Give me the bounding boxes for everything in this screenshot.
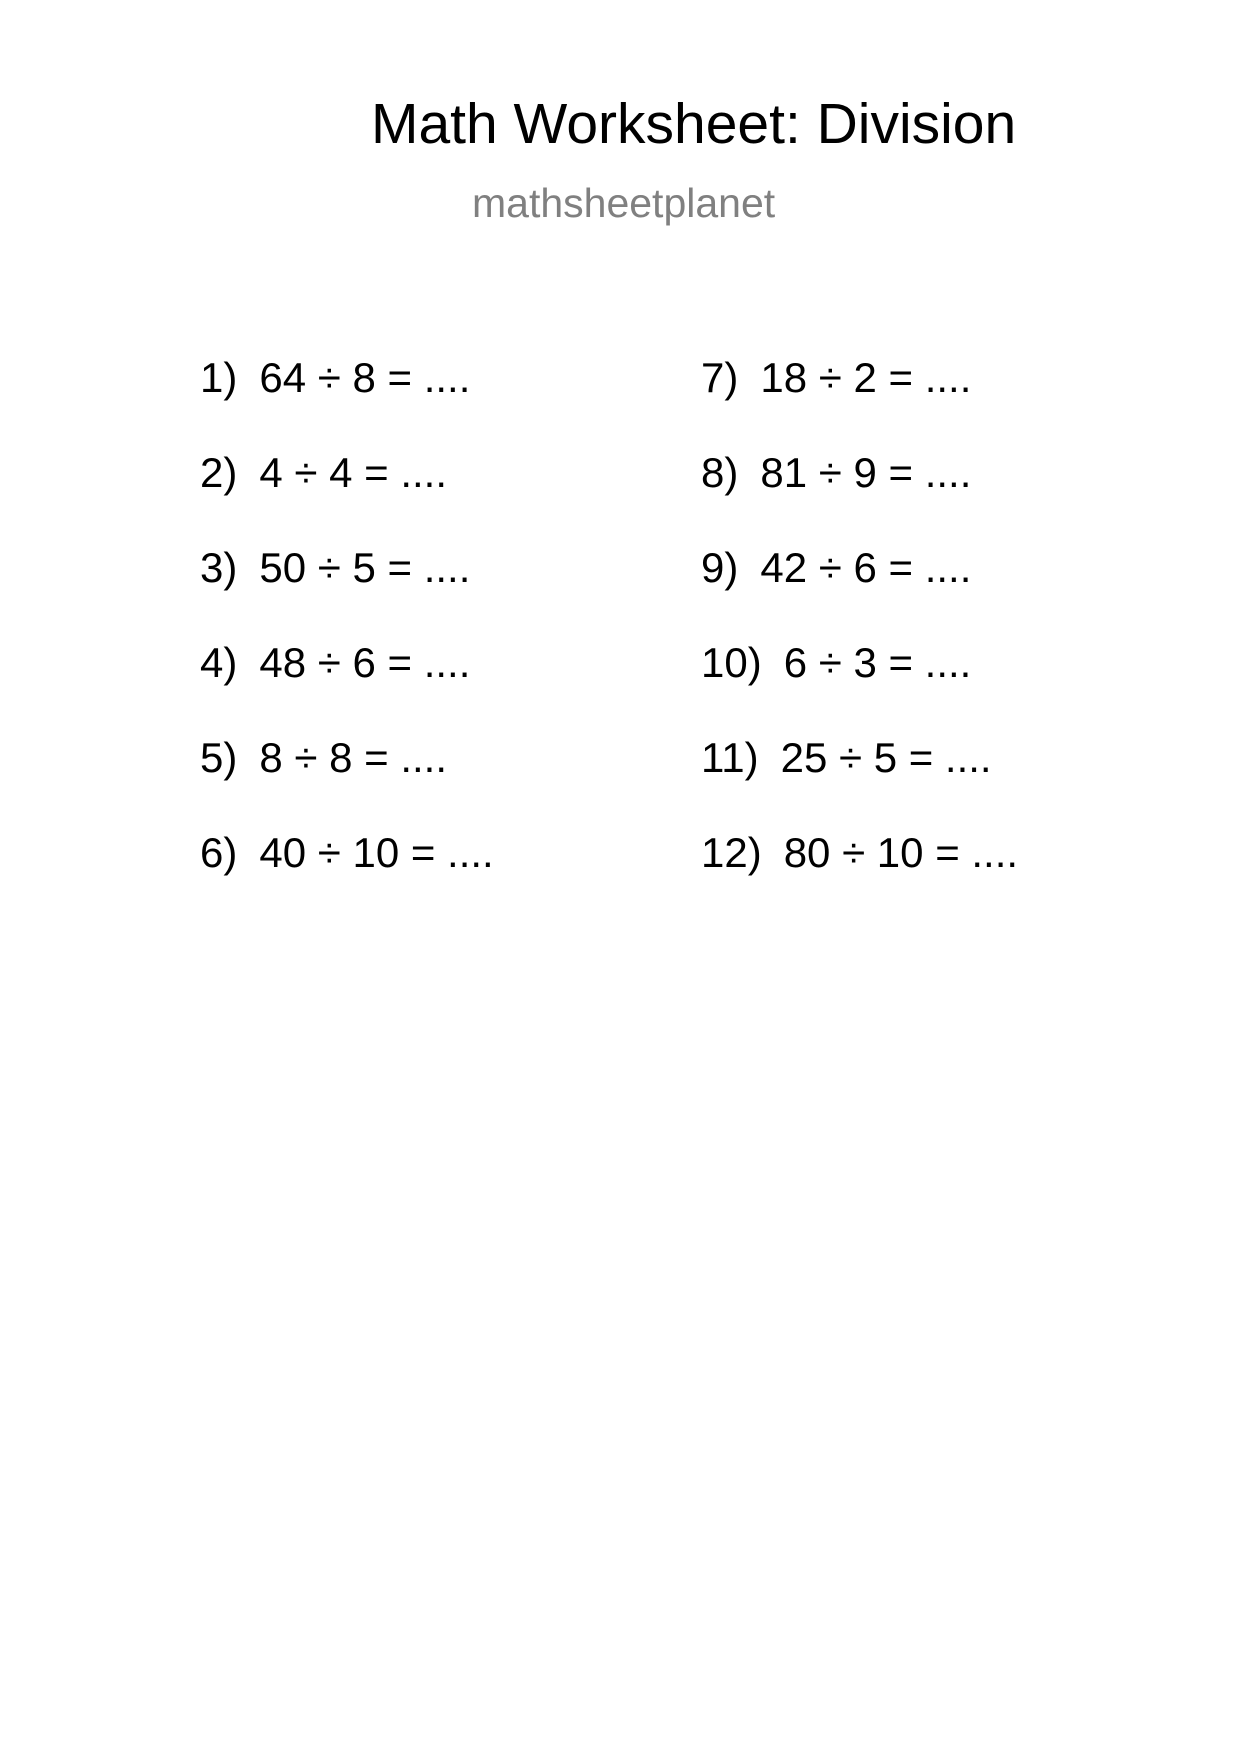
problem-expression: 18 ÷ 2 = .... [760,354,972,401]
problem-number: 12) [701,829,762,876]
problem-number: 7) [701,354,739,401]
problem-number: 3) [200,544,238,591]
problem-expression: 8 ÷ 8 = .... [259,734,448,781]
problem-item [701,828,1018,923]
problem-number: 4) [200,639,238,686]
problem-number: 1) [200,354,238,401]
problem-item [701,543,1018,638]
problem-number: 11) [701,734,759,781]
problem-item [200,353,494,448]
problem-expression: 25 ÷ 5 = .... [780,734,992,781]
problem-item [701,638,1018,733]
problem-item [200,638,494,733]
problem-item [200,543,494,638]
problem-item [701,353,1018,448]
worksheet-subtitle: mathsheetplanet [472,180,776,226]
problem-expression: 40 ÷ 10 = .... [259,829,494,876]
problem-number: 5) [200,734,238,781]
problem-expression: 42 ÷ 6 = .... [760,544,972,591]
problem-expression: 81 ÷ 9 = .... [760,449,972,496]
problem-item [200,448,494,543]
problem-number: 8) [701,449,739,496]
problem-expression: 64 ÷ 8 = .... [259,354,471,401]
problem-expression: 50 ÷ 5 = .... [259,544,471,591]
problem-expression: 48 ÷ 6 = .... [259,639,471,686]
problem-item [701,733,1018,828]
problem-item [701,448,1018,543]
problem-column-right [701,353,1018,923]
problem-expression: 4 ÷ 4 = .... [259,449,448,496]
problem-column-left [200,353,494,923]
problem-expression: 80 ÷ 10 = .... [783,829,1019,876]
problem-number: 2) [200,449,238,496]
worksheet-title: Math Worksheet: Division [371,92,1017,156]
problem-item [200,733,494,828]
problem-number: 6) [200,829,238,876]
problem-number: 10) [701,639,762,686]
problem-expression: 6 ÷ 3 = .... [783,639,972,686]
problem-number: 9) [701,544,739,591]
problem-item [200,828,494,923]
